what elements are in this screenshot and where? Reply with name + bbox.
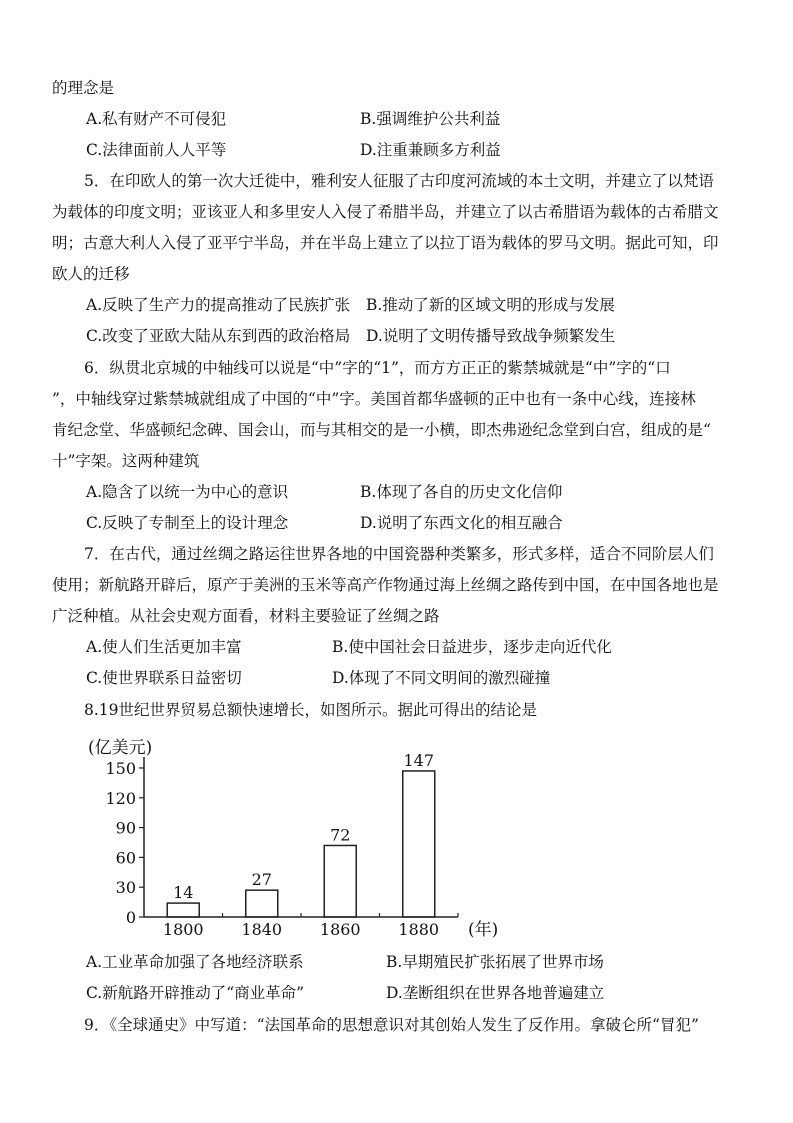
- q6-option-c[interactable]: C.反映了专制至上的设计理念: [86, 514, 289, 532]
- q7-stem-line-2: 使用；新航路开辟后，原产于美洲的玉米等高产作物通过海上丝绸之路传到中国，在中国各地也是: [52, 576, 719, 594]
- q6-stem-line-2: ”，中轴线穿过紫禁城就组成了中国的“中”字。美国首都华盛顿的正中也有一条中心线，连接林: [52, 390, 696, 408]
- chart-x-tick-label: 1880: [398, 920, 440, 939]
- chart-y-tick-label: 0: [125, 908, 136, 927]
- q6-option-d[interactable]: D.说明了东西文化的相互融合: [360, 514, 563, 532]
- q5-option-c[interactable]: C.改变了亚欧大陆从东到西的政治格局: [86, 327, 351, 345]
- q8-option-d[interactable]: D.垄断组织在世界各地普遍建立: [386, 984, 605, 1002]
- q6-stem-line-4: 十”字架。这两种建筑: [52, 452, 200, 470]
- q7-option-d[interactable]: D.体现了不同文明间的激烈碰撞: [332, 669, 551, 687]
- q4-stem-continuation: 的理念是: [52, 79, 115, 97]
- chart-bar: [246, 890, 278, 917]
- chart-y-axis-label: (亿美元): [88, 738, 153, 758]
- q8-option-a[interactable]: A.工业革命加强了各地经济联系: [86, 953, 304, 971]
- chart-bar-value-label: 147: [403, 750, 435, 770]
- q4-option-b[interactable]: B.强调维护公共利益: [360, 110, 501, 128]
- chart-bar: [324, 845, 356, 917]
- chart-bar: [403, 771, 435, 917]
- q5-stem-line-2: 为载体的印度文明；亚该亚人和多里安人入侵了希腊半岛，并建立了以古希腊语为载体的古希腊文: [52, 203, 719, 221]
- q5-stem-line-4: 欧人的迁移: [52, 265, 130, 283]
- q5-option-b[interactable]: B.推动了新的区域文明的形成与发展: [366, 296, 615, 314]
- q8-option-b[interactable]: B.早期殖民扩张拓展了世界市场: [386, 953, 604, 971]
- chart-bar-value-label: 14: [173, 883, 194, 903]
- chart-bar-value-label: 72: [330, 825, 351, 845]
- chart-y-tick-label: 30: [115, 878, 136, 898]
- chart-x-tick-label: 1860: [319, 920, 361, 939]
- chart-y-tick-label: 120: [105, 788, 136, 808]
- q8-option-c[interactable]: C.新航路开辟推动了“商业革命”: [86, 984, 305, 1002]
- chart-y-tick-label: 150: [105, 758, 136, 778]
- chart-bar-value-label: 27: [251, 870, 272, 890]
- q7-option-a[interactable]: A.使人们生活更加丰富: [86, 638, 242, 656]
- q4-option-c[interactable]: C.法律面前人人平等: [86, 141, 227, 159]
- q7-option-c[interactable]: C.使世界联系日益密切: [86, 669, 242, 687]
- chart-x-tick-label: 1840: [241, 920, 283, 939]
- q8-stem: 8.19世纪世界贸易总额快速增长，如图所示。据此可得出的结论是: [84, 701, 538, 719]
- chart-bar: [167, 903, 199, 917]
- q5-option-a[interactable]: A.反映了生产力的提高推动了民族扩张: [86, 296, 351, 314]
- chart-x-tick-label: 1800: [162, 920, 204, 939]
- q9-stem-line-1: 9．《全球通史》中写道：“法国革命的思想意识对其创始人发生了反作用。拿破仑所“冒犯”: [84, 1016, 699, 1034]
- chart-x-axis-label: (年): [468, 920, 499, 940]
- q6-option-b[interactable]: B.体现了各自的历史文化信仰: [360, 483, 563, 501]
- q6-stem-line-3: 肯纪念堂、华盛顿纪念碑、国会山，而与其相交的是一小横，即杰弗逊纪念堂到白宫，组成的是“: [52, 421, 711, 439]
- q7-stem-line-3: 广泛种植。从社会史观方面看，材料主要验证了丝绸之路: [52, 607, 440, 625]
- q7-stem-line-1: 7．在古代，通过丝绸之路运往世界各地的中国瓷器种类繁多，形式多样，适合不同阶层人们: [84, 545, 714, 563]
- q6-stem-line-1: 6．纵贯北京城的中轴线可以说是“中”字的“1”，而方方正正的紫禁城就是“中”字的“口: [84, 359, 671, 377]
- q7-option-b[interactable]: B.使中国社会日益进步，逐步走向近代化: [332, 638, 612, 656]
- chart-y-tick-label: 60: [115, 848, 136, 868]
- q4-option-d[interactable]: D.注重兼顾多方利益: [360, 141, 501, 159]
- q6-option-a[interactable]: A.隐含了以统一为中心的意识: [86, 483, 289, 501]
- chart-y-tick-label: 90: [115, 818, 136, 838]
- q4-option-a[interactable]: A.私有财产不可侵犯: [86, 110, 227, 128]
- q5-option-d[interactable]: D.说明了文明传播导致战争频繁发生: [366, 327, 616, 345]
- q5-stem-line-3: 明；古意大利人入侵了亚平宁半岛，并在半岛上建立了以拉丁语为载体的罗马文明。据此可知，印: [52, 234, 719, 252]
- q5-stem-line-1: 5．在印欧人的第一次大迁徙中，雅利安人征服了古印度河流域的本土文明，并建立了以梵语: [84, 172, 714, 190]
- trade-volume-bar-chart: [88, 735, 508, 940]
